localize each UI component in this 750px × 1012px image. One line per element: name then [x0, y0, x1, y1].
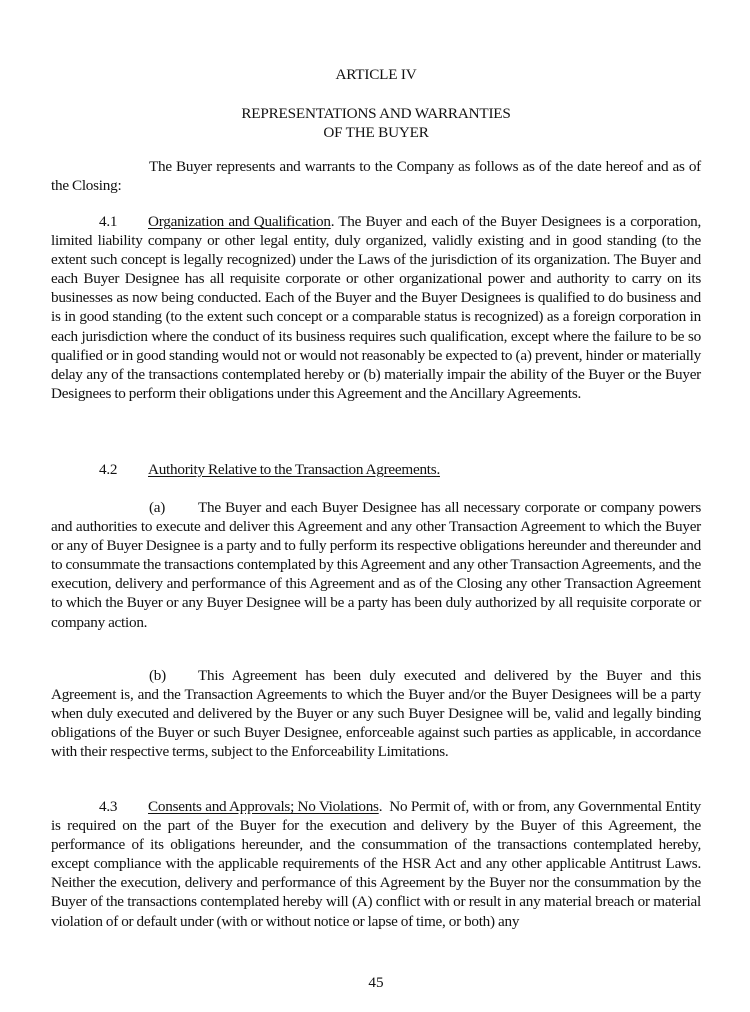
section-4-3: [51, 797, 708, 931]
section-body: The Buyer and each of the Buyer Designees is a corporation, limited liability company or other legal entity, duly organized, validly existing and in good standing (to the extent such concept is legally recognized) under the Laws of the jurisdiction of its organization. The Buyer and each Buyer Designee has all requisite corporate or other organizational power and authority to carry on its businesses as now being conducted. Each of the Buyer and the Buyer Designees is qualified to do business and is in good standing (to the extent such concept or a comparable status is recognized) as a foreign corporation in each jurisdiction where the conduct of its business requires such qualification, except where the failure to be so qualified or in good standing would not or would not reasonably be expected to (a) prevent, hinder or materially delay any of the transactions contemplated hereby or (b) materially impair the ability of the Buyer or the Buyer Designees to perform their obligations under this Agreement and the Ancillary Agreements.: [51, 213, 701, 402]
section-heading-punct: .: [378, 798, 383, 815]
intro-text: The Buyer represents and warrants to the Company as follows as of the date hereof and as of the Closing:: [51, 158, 701, 195]
intro-paragraph: [51, 157, 701, 195]
section-4-2-a: [51, 498, 701, 632]
article-title-line-1: REPRESENTATIONS AND WARRANTIES: [241, 105, 511, 122]
subsection-body: This Agreement has been duly executed and delivered by the Buyer and this Agreement is, and the Transaction Agreements to which the Buyer and/or the Buyer Designees will be a party when duly executed and delivered by the Buyer or any such Buyer Designee will be, valid and legally binding obligations of the Buyer or such Buyer Designee, enforceable against such parties as applicable, in accordance with their respective terms, subject to the Enforceability Limitations.: [51, 667, 701, 761]
section-heading-punct: .: [330, 213, 335, 230]
section-number: 4.1: [99, 213, 118, 230]
section-4-2-heading: [51, 460, 701, 479]
section-heading: Consents and Approvals; No Violations: [148, 798, 379, 815]
section-heading-punct: .: [436, 461, 440, 478]
section-number: 4.2: [99, 461, 118, 478]
section-body: No Permit of, with or from, any Governmental Entity is required on the part of the Buyer for the execution and delivery by the Buyer of this Agreement, the performance of its obligations hereunder, and the consummation of the transactions contemplated hereby, except compliance with the applicable requirements of the HSR Act and any other applicable Antitrust Laws. Neither the execution, delivery and performance of this Agreement by the Buyer nor the consummation by the Buyer of the transactions contemplated hereby will (A) conflict with or result in any material breach or material violation of or default under (with or without notice or lapse of time, or both) any: [51, 798, 708, 930]
article-title: [51, 104, 701, 142]
article-title-line-2: OF THE BUYER: [323, 124, 429, 141]
subsection-label: (b): [149, 667, 166, 684]
section-heading: [148, 461, 440, 478]
section-heading: Organization and Qualification: [148, 213, 331, 230]
article-heading: ARTICLE IV: [335, 66, 417, 83]
section-4-1: [51, 212, 701, 403]
subsection-label: (a): [149, 499, 166, 516]
page-number: 45: [368, 974, 384, 991]
subsection-body: The Buyer and each Buyer Designee has all necessary corporate or company powers and authorities to execute and deliver this Agreement and any other Transaction Agreement to which the Buyer or any of Buyer Designee is a party and to fully perform its respective obligations hereunder and thereunder and to consummate the transactions contemplated by this Agreement and any other Transaction Agreements, and the execution, delivery and performance of this Agreement and as of the Closing any other Transaction Agreement to which the Buyer or any Buyer Designee will be a party has been duly authorized by all requisite corporate or company action.: [51, 499, 701, 631]
section-heading-text: Authority Relative to the Transaction Agreements: [148, 461, 437, 478]
section-4-2-b: [51, 666, 701, 761]
section-number: 4.3: [99, 798, 118, 815]
